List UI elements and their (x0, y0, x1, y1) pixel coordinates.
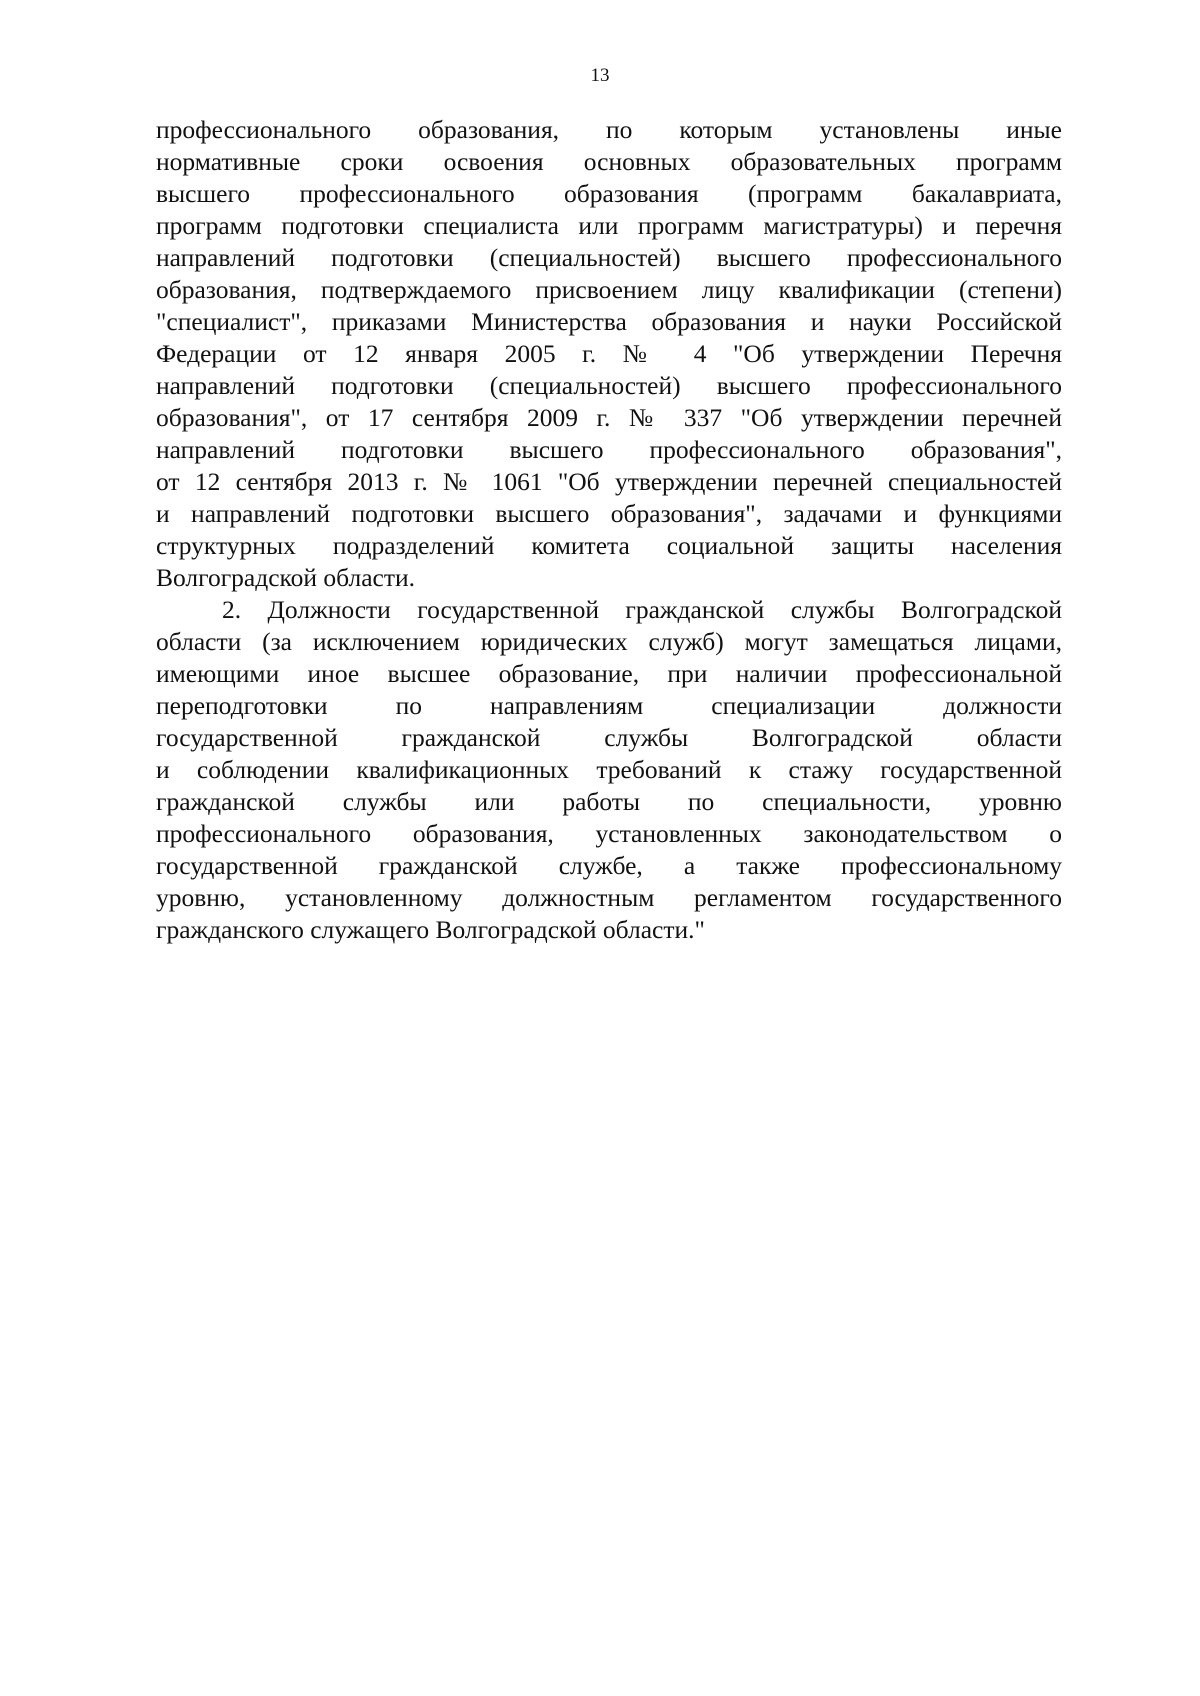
text-line: профессионального образования, установленных законодательством о (156, 819, 1062, 848)
text-line: государственной гражданской службы Волгоградской области (156, 723, 1062, 752)
text-line: высшего профессионального образования (программ бакалавриата, (156, 179, 1062, 208)
text-line: переподготовки по направлениям специализации должности (156, 691, 1062, 720)
text-line: гражданской службы или работы по специальности, уровню (156, 787, 1062, 816)
text-line: Волгоградской области. (156, 563, 416, 592)
text-line: направлений подготовки высшего профессионального образования", (156, 435, 1062, 464)
paragraph-2-first-line: 2. Должности государственной гражданской службы Волгоградской (222, 595, 1062, 624)
text-line: нормативные сроки освоения основных образовательных программ (156, 147, 1062, 176)
text-line: программ подготовки специалиста или программ магистратуры) и перечня (156, 211, 1062, 240)
text-line: уровню, установленному должностным регламентом государственного (156, 883, 1062, 912)
text-line: Федерации от 12 января 2005 г. № 4 "Об утверждении Перечня (156, 339, 1062, 368)
text-line: области (за исключением юридических служб) могут замещаться лицами, (156, 627, 1062, 656)
page-number: 13 (590, 65, 610, 86)
text-line: от 12 сентября 2013 г. № 1061 "Об утверждении перечней специальностей (156, 467, 1062, 496)
text-line: направлений подготовки (специальностей) высшего профессионального (156, 371, 1062, 400)
text-line: направлений подготовки (специальностей) высшего профессионального (156, 243, 1062, 272)
text-line: образования, подтверждаемого присвоением лицу квалификации (степени) (156, 275, 1062, 304)
text-line: структурных подразделений комитета социальной защиты населения (156, 531, 1062, 560)
document-body (156, 114, 1062, 946)
text-line: государственной гражданской службе, а также профессиональному (156, 851, 1062, 880)
text-line: имеющими иное высшее образование, при наличии профессиональной (156, 659, 1062, 688)
text-line: и соблюдении квалификационных требований к стажу государственной (156, 755, 1062, 784)
text-line: "специалист", приказами Министерства образования и науки Российской (156, 307, 1062, 336)
text-line: гражданского служащего Волгоградской области." (156, 915, 705, 944)
text-line: и направлений подготовки высшего образования", задачами и функциями (156, 499, 1062, 528)
text-line: профессионального образования, по которым установлены иные (156, 115, 1062, 144)
text-line: образования", от 17 сентября 2009 г. № 337 "Об утверждении перечней (156, 403, 1062, 432)
